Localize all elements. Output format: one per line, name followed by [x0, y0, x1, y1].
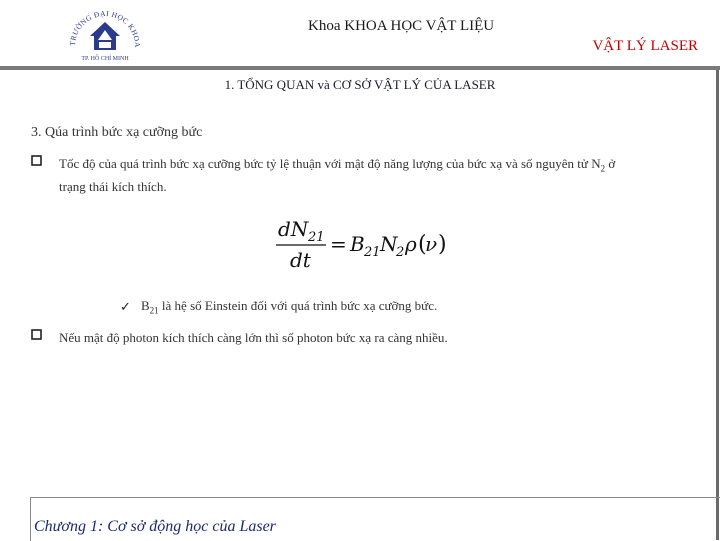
square-bullet-icon [31, 329, 45, 343]
formula-N: N [380, 232, 398, 256]
formula-numerator-sub: 21 [308, 230, 325, 245]
university-logo [58, 6, 152, 64]
footer-chapter-title: Chương 1: Cơ sở động học của Laser [34, 518, 276, 535]
rate-formula [270, 213, 470, 273]
formula-N-sub: 2 [396, 245, 405, 260]
subtitle: 3. Qúa trình bức xạ cưỡng bức [31, 125, 203, 140]
formula-equals: = [330, 232, 347, 256]
svg-text:): ) [438, 232, 447, 257]
logo-bottom-text: TP. HỒ CHÍ MINH [81, 56, 129, 62]
formula-numerator: dN [278, 217, 309, 241]
subject-title: VẬT LÝ LASER [592, 38, 698, 54]
formula-B-sub: 21 [364, 245, 381, 260]
right-border-line [716, 70, 719, 540]
checkmark-icon: ✓ [120, 299, 131, 314]
square-bullet-icon [31, 155, 45, 169]
einstein-coefficient-note: $B_{21}$ là hệ số Einstein đối với quá trình bức xạ cưỡng bức. [141, 298, 438, 316]
formula-rho: ρ [405, 232, 417, 256]
formula-denominator: dt [290, 248, 311, 272]
header-divider [0, 66, 720, 70]
logo-ring-text: TRƯỜNG ĐẠI HỌC KHOA [67, 8, 143, 48]
faculty-title: Khoa KHOA HỌC VẬT LIỆU [308, 18, 495, 34]
bullet-1-text: Tốc độ của quá trình bức xạ cưỡng bức tỷ lệ thuận với mật độ năng lượng của bức xạ và số nguyên tử $N_2$ ở trạng thái kích thích. [59, 156, 616, 194]
formula-B: B [350, 232, 365, 256]
bullet-2-text: Nếu mật độ photon kích thích càng lớn thì số photon bức xạ ra càng nhiều. [59, 330, 448, 345]
section-title: 1. TỔNG QUAN và CƠ SỞ VẬT LÝ CỦA LASER [224, 77, 496, 92]
svg-text:(: ( [418, 232, 427, 257]
formula-nu: ν [425, 232, 438, 256]
